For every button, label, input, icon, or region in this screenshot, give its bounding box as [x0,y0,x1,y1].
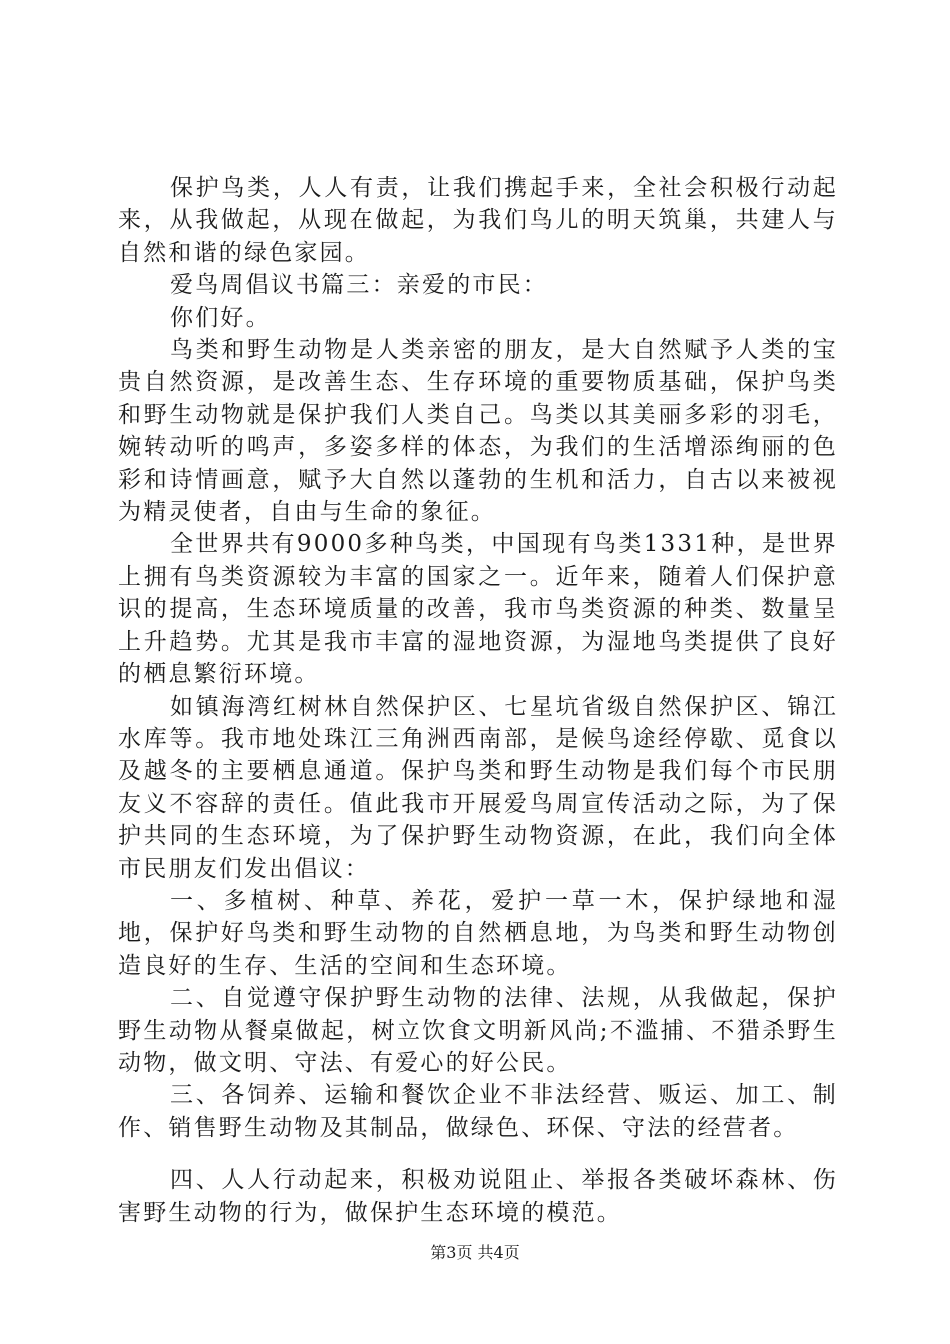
greeting: 你们好。 [170,304,271,331]
paragraph: 全世界共有9000多种鸟类，中国现有鸟类1331种，是世界上拥有鸟类资源较为丰富的国家之一。近年来，随着人们保护意识的提高，生态环境质量的改善，我市鸟类资源的种类、数量呈上升趋势。尤其是我市丰富的湿地资源，为湿地鸟类提供了良好的栖息繁衍环境。 [118,531,838,688]
list-item: 一、多植树、种草、养花，爱护一草一木，保护绿地和湿地，保护好鸟类和野生动物的自然栖息地，为鸟类和野生动物创造良好的生存、生活的空间和生态环境。 [118,887,838,979]
paragraph: 如镇海湾红树林自然保护区、七星坑省级自然保护区、锦江水库等。我市地处珠江三角洲西南部，是候鸟途经停歇、觅食以及越冬的主要栖息通道。保护鸟类和野生动物是我们每个市民朋友义不容辞的责任。值此我市开展爱鸟周宣传活动之际，为了保护共同的生态环境，为了保护野生动物资源，在此，我们向全体市民朋友们发出倡议： [118,693,838,882]
section-heading: 爱鸟周倡议书篇三：亲爱的市民： [170,272,548,299]
document-body [118,172,838,1229]
paragraph: 鸟类和野生动物是人类亲密的朋友，是大自然赋予人类的宝贵自然资源，是改善生态、生存环境的重要物质基础，保护鸟类和野生动物就是保护我们人类自己。鸟类以其美丽多彩的羽毛，婉转动听的鸣声，多姿多样的体态，为我们的生活增添绚丽的色彩和诗情画意，赋予大自然以蓬勃的生机和活力，自古以来被视为精灵使者，自由与生命的象征。 [118,337,838,526]
paragraph-gap [118,1144,838,1164]
list-item: 四、人人行动起来，积极劝说阻止、举报各类破坏森林、伤害野生动物的行为，做保护生态环境的模范。 [118,1167,838,1226]
list-item: 三、各饲养、运输和餐饮企业不非法经营、贩运、加工、制作、销售野生动物及其制品，做绿色、环保、守法的经营者。 [118,1082,838,1141]
list-item: 二、自觉遵守保护野生动物的法律、法规，从我做起，保护野生动物从餐桌做起，树立饮食文明新风尚;不滥捕、不猎杀野生动物，做文明、守法、有爱心的好公民。 [118,985,838,1076]
paragraph: 保护鸟类，人人有责，让我们携起手来，全社会积极行动起来，从我做起，从现在做起，为我们鸟儿的明天筑巢，共建人与自然和谐的绿色家园。 [118,175,838,266]
page-number-footer: 第3页 共4页 [430,1243,520,1262]
